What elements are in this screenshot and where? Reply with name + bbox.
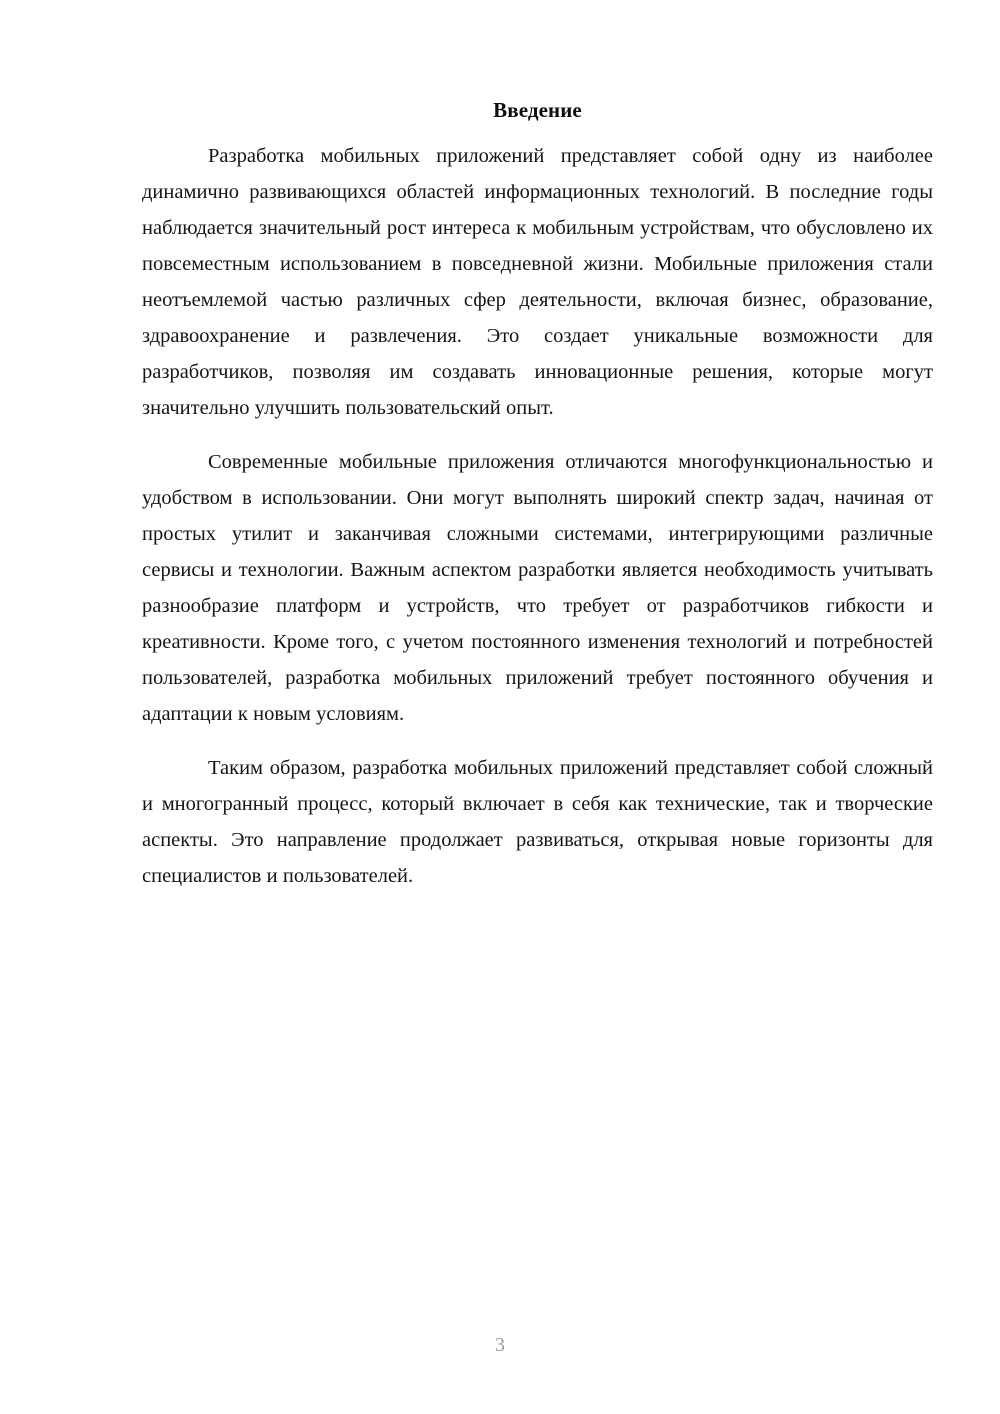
paragraph-2: Современные мобильные приложения отличаются многофункциональностью и удобством в использовании. Они могут выполнять широкий спектр задач, начиная от простых утилит и заканчивая сложными системами, интегрирующими различные сервисы и технологии. Важным аспектом разработки является необходимость учитывать разнообразие платформ и устройств, что требует от разработчиков гибкости и креативности. Кроме того, с учетом постоянного изменения технологий и потребностей пользователей, разработка мобильных приложений требует постоянного обучения и адаптации к новым условиям.: [142, 451, 933, 725]
page-number: 3: [495, 1334, 505, 1356]
page-title: Введение: [493, 98, 582, 122]
document-body: [142, 92, 933, 894]
paragraph-1: Разработка мобильных приложений представляет собой одну из наиболее динамично развивающихся областей информационных технологий. В последние годы наблюдается значительный рост интереса к мобильным устройствам, что обусловлено их повсеместным использованием в повседневной жизни. Мобильные приложения стали неотъемлемой частью различных сфер деятельности, включая бизнес, образование, здравоохранение и развлечения. Это создает уникальные возможности для разработчиков, позволяя им создавать инновационные решения, которые могут значительно улучшить пользовательский опыт.: [142, 145, 933, 419]
paragraph-3: Таким образом, разработка мобильных приложений представляет собой сложный и многогранный процесс, который включает в себя как технические, так и творческие аспекты. Это направление продолжает развиваться, открывая новые горизонты для специалистов и пользователей.: [142, 757, 933, 887]
